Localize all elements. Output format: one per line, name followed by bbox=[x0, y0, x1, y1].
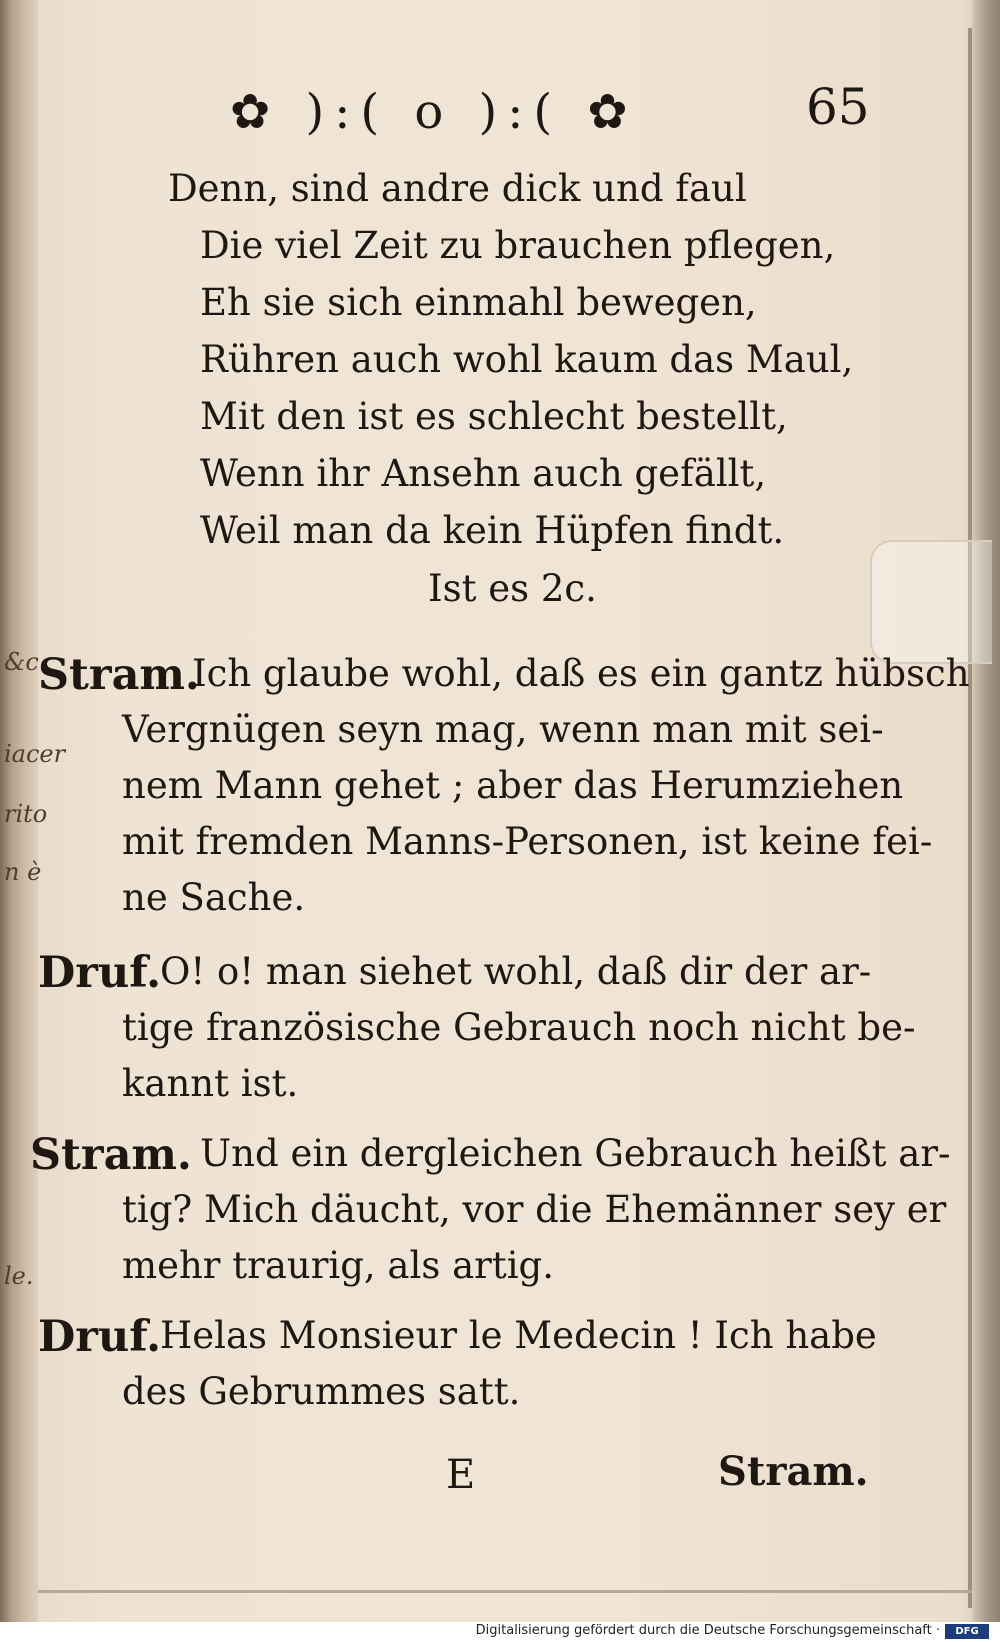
footer-credit: Digitalisierung gefördert durch die Deutsche Forschungsgemeinschaft · bbox=[475, 1623, 940, 1638]
speaker-label: Druf. bbox=[38, 948, 162, 998]
verse-line: Denn, sind andre dick und faul bbox=[168, 167, 747, 210]
dialogue-line: tig? Mich däucht, vor die Ehemänner sey er bbox=[122, 1188, 947, 1231]
page-tab-marker bbox=[870, 540, 992, 664]
margin-note: n è bbox=[4, 858, 42, 886]
catchword: Stram. bbox=[718, 1448, 869, 1495]
dialogue-line: nem Mann gehet ; aber das Herumziehen bbox=[122, 764, 904, 807]
dialogue-line: des Gebrummes satt. bbox=[122, 1370, 521, 1413]
verse-line: Wenn ihr Ansehn auch gefällt, bbox=[200, 452, 767, 495]
dialogue-line: mit fremden Manns-Personen, ist keine fei- bbox=[122, 820, 933, 863]
signature-mark: E bbox=[446, 1452, 476, 1498]
dialogue-line: O! o! man siehet wohl, daß dir der ar- bbox=[160, 950, 872, 993]
verse-line: Weil man da kein Hüpfen findt. bbox=[200, 509, 785, 552]
speaker-label: Druf. bbox=[38, 1312, 162, 1362]
dialogue-line: Vergnügen seyn mag, wenn man mit sei- bbox=[122, 708, 884, 751]
verse-line: Rühren auch wohl kaum das Maul, bbox=[200, 338, 854, 381]
page-number: 65 bbox=[806, 78, 870, 136]
page-stack-edge bbox=[972, 0, 1000, 1622]
dialogue-line: Und ein dergleichen Gebrauch heißt ar- bbox=[200, 1132, 951, 1175]
margin-note: iacer bbox=[4, 740, 66, 768]
header-ornament: ✿ ):( o ):( ✿ bbox=[230, 84, 638, 140]
dialogue-line: Helas Monsieur le Medecin ! Ich habe bbox=[160, 1314, 877, 1357]
margin-note: rito bbox=[4, 800, 48, 828]
dialogue-line: ne Sache. bbox=[122, 876, 306, 919]
margin-note: le. bbox=[4, 1262, 34, 1290]
dialogue-line: kannt ist. bbox=[122, 1062, 299, 1105]
page-bottom-border bbox=[38, 1590, 972, 1593]
verse-refrain: Ist es 2c. bbox=[428, 567, 597, 610]
speaker-label: Stram. bbox=[38, 650, 200, 700]
dialogue-line: mehr traurig, als artig. bbox=[122, 1244, 554, 1287]
page-right-border bbox=[968, 28, 972, 1608]
verse-line: Die viel Zeit zu brauchen pflegen, bbox=[200, 224, 836, 267]
margin-note: &c. bbox=[4, 648, 47, 676]
dialogue-line: tige französische Gebrauch noch nicht be- bbox=[122, 1006, 916, 1049]
verse-line: Mit den ist es schlecht bestellt, bbox=[200, 395, 788, 438]
verse-line: Eh sie sich einmahl bewegen, bbox=[200, 281, 757, 324]
dialogue-line: Ich glaube wohl, daß es ein gantz hübsch bbox=[192, 652, 970, 695]
dfg-logo: DFG bbox=[945, 1624, 989, 1639]
speaker-label: Stram. bbox=[30, 1130, 192, 1180]
